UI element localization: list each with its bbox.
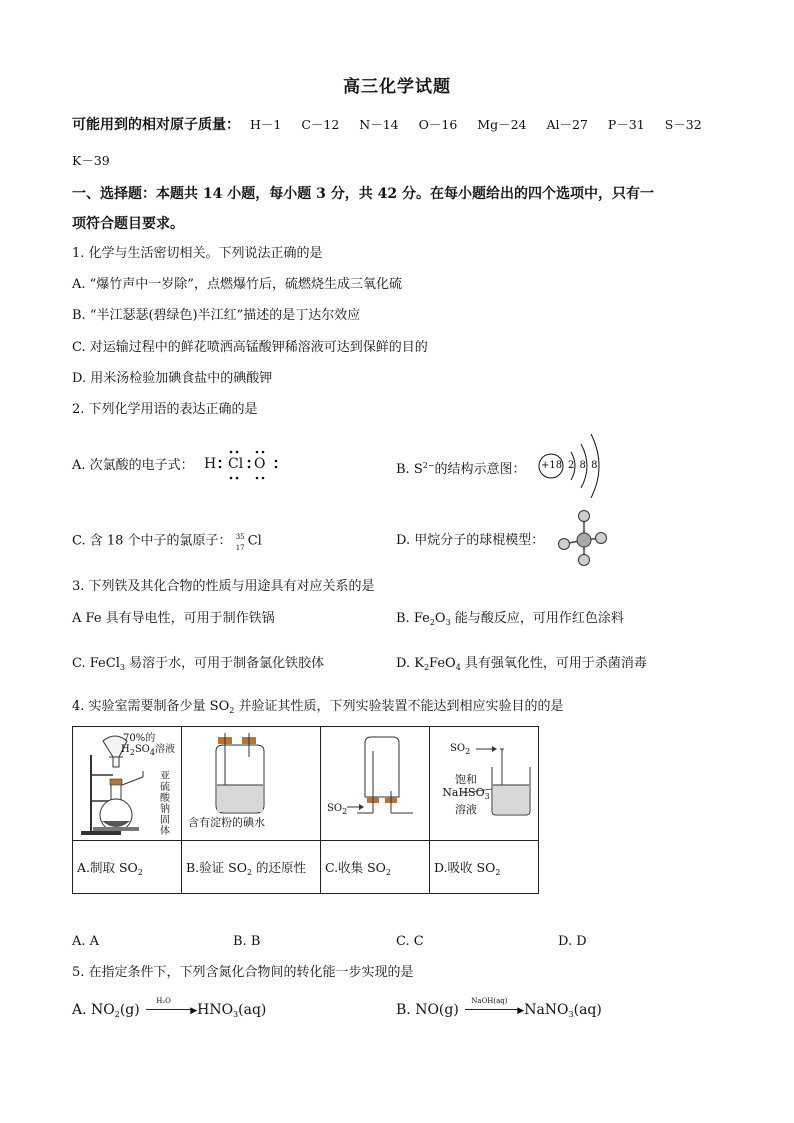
mass-p: P－31: [607, 117, 645, 132]
q4-stem: [72, 699, 563, 719]
apparatus-table: [72, 726, 539, 894]
nucleus-label: +18: [541, 460, 563, 471]
q5-b-arrow-line: [465, 1009, 521, 1010]
q4-option-d: D. D: [558, 934, 587, 949]
caption-d-sub: 2: [495, 867, 501, 877]
chlorine-nuclide: [235, 533, 248, 552]
shell-electrons: 2 8 8: [568, 460, 599, 471]
fig-a-side-3: 酸: [160, 793, 170, 804]
q3-b-post: 能与酸反应，可用作红色涂料: [450, 611, 624, 626]
q3-d-post: 具有强氧化性，可用于杀菌消毒: [460, 656, 647, 671]
q5-a-prod: HNO: [197, 1002, 234, 1018]
fig-b-label: 含有淀粉的碘水: [188, 816, 265, 829]
q5-a-pre: A. NO: [72, 1002, 115, 1018]
q3-c-post: 易溶于水，可用于制备氯化铁胶体: [124, 656, 325, 671]
fig-a-side-2: 硫: [160, 782, 170, 793]
q5-option-b: [396, 997, 602, 1023]
hclo-o: O: [254, 456, 266, 472]
atomic-mass-row: [72, 114, 702, 134]
q2-stem: 2. 下列化学用语的表达正确的是: [72, 402, 258, 417]
fig-a-side-label: [159, 771, 171, 837]
fig-a-label-line1: 70%的: [123, 733, 156, 744]
fig-d-l1: 饱和: [455, 773, 477, 786]
caption-c-sub: 2: [385, 867, 391, 877]
q1-stem: 1. 化学与生活密切相关。下列说法正确的是: [72, 246, 323, 261]
apparatus-d-cell: [430, 727, 539, 841]
hclo-h: H: [204, 456, 217, 472]
q3-b-s1: 2: [429, 618, 435, 627]
fig-d-l3: 溶液: [455, 803, 477, 816]
nuclide-symbol: Cl: [247, 533, 262, 549]
mass-c: C－12: [301, 117, 340, 132]
methane-ball-stick-icon: [554, 508, 610, 568]
electron-dots-icon: [204, 448, 284, 482]
mass-h: H－1: [249, 117, 282, 132]
q5-b-post: (aq): [573, 1002, 602, 1018]
q5-a-post: (aq): [238, 1002, 267, 1018]
q3-d-s1: 2: [423, 663, 430, 672]
fig-c-so2-sub: 2: [342, 807, 348, 816]
q2-option-c-text: C. 含 18 个中子的氯原子：: [72, 533, 232, 549]
nuclide-number: 17: [235, 544, 245, 552]
q3-d-mid: FeO: [429, 656, 456, 671]
q3-option-a: A Fe 具有导电性，可用于制作铁锅: [72, 611, 275, 626]
q1-option-b: B. “半江瑟瑟(碧绿色)半江红”描述的是丁达尔效应: [72, 308, 361, 323]
q5-b-condition: NaOH(aq): [471, 997, 508, 1005]
page-title: 高三化学试题: [343, 77, 451, 97]
gas-collector-icon: [321, 727, 429, 840]
q4-option-b: B. B: [233, 934, 261, 949]
section-header-line1: 一、选择题：本题共 14 小题，每小题 3 分，共 42 分。在每小题给出的四个选项中，只有一: [72, 186, 654, 202]
q1-option-d: D. 用米汤检验加碘食盐中的碘酸钾: [72, 371, 273, 386]
q2-option-d: D. 甲烷分子的球棍模型：: [396, 533, 545, 548]
fig-d-so2: SO: [450, 743, 466, 754]
q3-c-pre: C. FeCl: [72, 656, 120, 671]
hclo-cl: Cl: [228, 456, 244, 472]
q5-b-pre: B. NO(g): [396, 1002, 459, 1018]
fig-d-so2-label: [450, 743, 470, 757]
fig-a-h-sub: 2: [129, 748, 135, 757]
caption-b: [182, 841, 321, 894]
fig-a-so: SO: [134, 744, 150, 755]
q5-stem: 5. 在指定条件下，下列含氮化合物间的转化能一步实现的是: [72, 965, 414, 980]
q2-option-b-ion: S: [413, 462, 423, 477]
q5-a-s1: 2: [114, 1010, 120, 1019]
q4-stem-pre: 4. 实验室需要制备少量 SO: [72, 699, 230, 714]
fig-a-h: H: [121, 744, 130, 755]
mass-al: Al－27: [546, 117, 588, 132]
fig-d-solution-label: [436, 773, 496, 816]
sulfide-structure-diagram: [537, 430, 605, 502]
fig-a-side-1: 亚: [160, 771, 170, 782]
fig-c-so2-label: [327, 803, 347, 817]
apparatus-b-cell: [182, 727, 321, 841]
q2-option-b-charge: 2−: [422, 461, 435, 470]
q2-option-b-pre: B.: [396, 462, 414, 477]
caption-b-pre: B.验证 SO: [186, 859, 247, 875]
q5-a-mid: (g): [119, 1002, 140, 1018]
apparatus-c-cell: [321, 727, 430, 841]
mass-n: N－14: [359, 117, 399, 132]
q3-option-d: [396, 656, 647, 676]
q3-c-s1: 3: [119, 663, 125, 672]
caption-a: [73, 841, 182, 894]
fig-d-nahso: NaHSO: [442, 786, 485, 799]
caption-c-pre: C.收集 SO: [325, 859, 386, 875]
q2-option-a-text: A. 次氯酸的电子式：: [72, 458, 194, 473]
q2-option-b: [396, 458, 526, 478]
q5-b-s1: 3: [568, 1010, 574, 1019]
q3-b-mid: O: [434, 611, 446, 626]
q1-option-c: C. 对运输过程中的鲜花喷洒高锰酸钾稀溶液可达到保鲜的目的: [72, 340, 428, 355]
q5-a-arrow: [144, 997, 203, 1020]
caption-a-sub: 2: [137, 867, 143, 877]
fig-a-side-5: 固: [160, 815, 170, 826]
arrow-right-icon: ▶: [517, 1006, 525, 1016]
q2-option-b-post: 的结构示意图：: [434, 462, 526, 477]
arrow-right-icon: ▶: [190, 1006, 198, 1016]
q4-option-c: C. C: [396, 934, 424, 949]
caption-c: [321, 841, 430, 894]
q5-b-arrow: [463, 997, 530, 1020]
fig-a-side-6: 体: [160, 826, 170, 837]
q2-option-c: [72, 533, 262, 550]
caption-d-pre: D.吸收 SO: [434, 859, 496, 875]
q5-b-prod: NaNO: [524, 1002, 569, 1018]
mass-o: O－16: [418, 117, 458, 132]
q5-a-arrow-line: [146, 1009, 194, 1010]
q5-a-condition: H₂O: [156, 997, 171, 1005]
fig-d-so2-sub: 2: [465, 747, 471, 756]
q4-stem-post: 并验证其性质，下列实验装置不能达到相应实验目的的是: [234, 699, 564, 714]
caption-d: [430, 841, 539, 894]
mass-k: K－39: [72, 153, 110, 168]
caption-a-pre: A.制取 SO: [77, 859, 138, 875]
fig-a-solution: 溶液: [154, 744, 175, 755]
q5-option-a: [72, 997, 267, 1023]
fig-a-side-4: 钠: [160, 804, 170, 815]
q1-option-a: A. “爆竹声中一岁除”，点燃爆竹后，硫燃烧生成三氧化硫: [72, 277, 402, 292]
q3-d-s2: 4: [455, 663, 461, 672]
q5-a-s2: 3: [233, 1010, 239, 1019]
q4-option-a: A. A: [72, 934, 100, 949]
fig-d-l2: [436, 786, 496, 803]
mass-s: S－32: [664, 117, 702, 132]
q2-option-a: [72, 458, 194, 474]
fig-c-so2: SO: [327, 803, 343, 814]
q3-option-c: [72, 656, 324, 676]
fig-a-so-sub: 4: [149, 748, 155, 757]
q3-b-pre: B. Fe: [396, 611, 430, 626]
fig-d-nahso-sub: 3: [484, 792, 490, 801]
nuclide-mass: 35: [235, 533, 245, 541]
q4-stem-sub: 2: [229, 706, 235, 715]
caption-b-post: 的还原性: [252, 859, 307, 875]
apparatus-a-cell: [73, 727, 182, 841]
mass-mg: Mg－24: [477, 117, 527, 132]
atomic-mass-label: 可能用到的相对原子质量：: [72, 117, 240, 133]
q3-d-pre: D. K: [396, 656, 424, 671]
q3-b-s2: 3: [445, 618, 451, 627]
q3-option-b: [396, 611, 624, 631]
caption-b-sub: 2: [246, 867, 253, 877]
fig-a-label-line2: [121, 744, 175, 758]
hclo-electron-formula: [204, 448, 284, 482]
section-header-line2: 项符合题目要求。: [72, 216, 184, 232]
q3-stem: 3. 下列铁及其化合物的性质与用途具有对应关系的是: [72, 579, 375, 594]
